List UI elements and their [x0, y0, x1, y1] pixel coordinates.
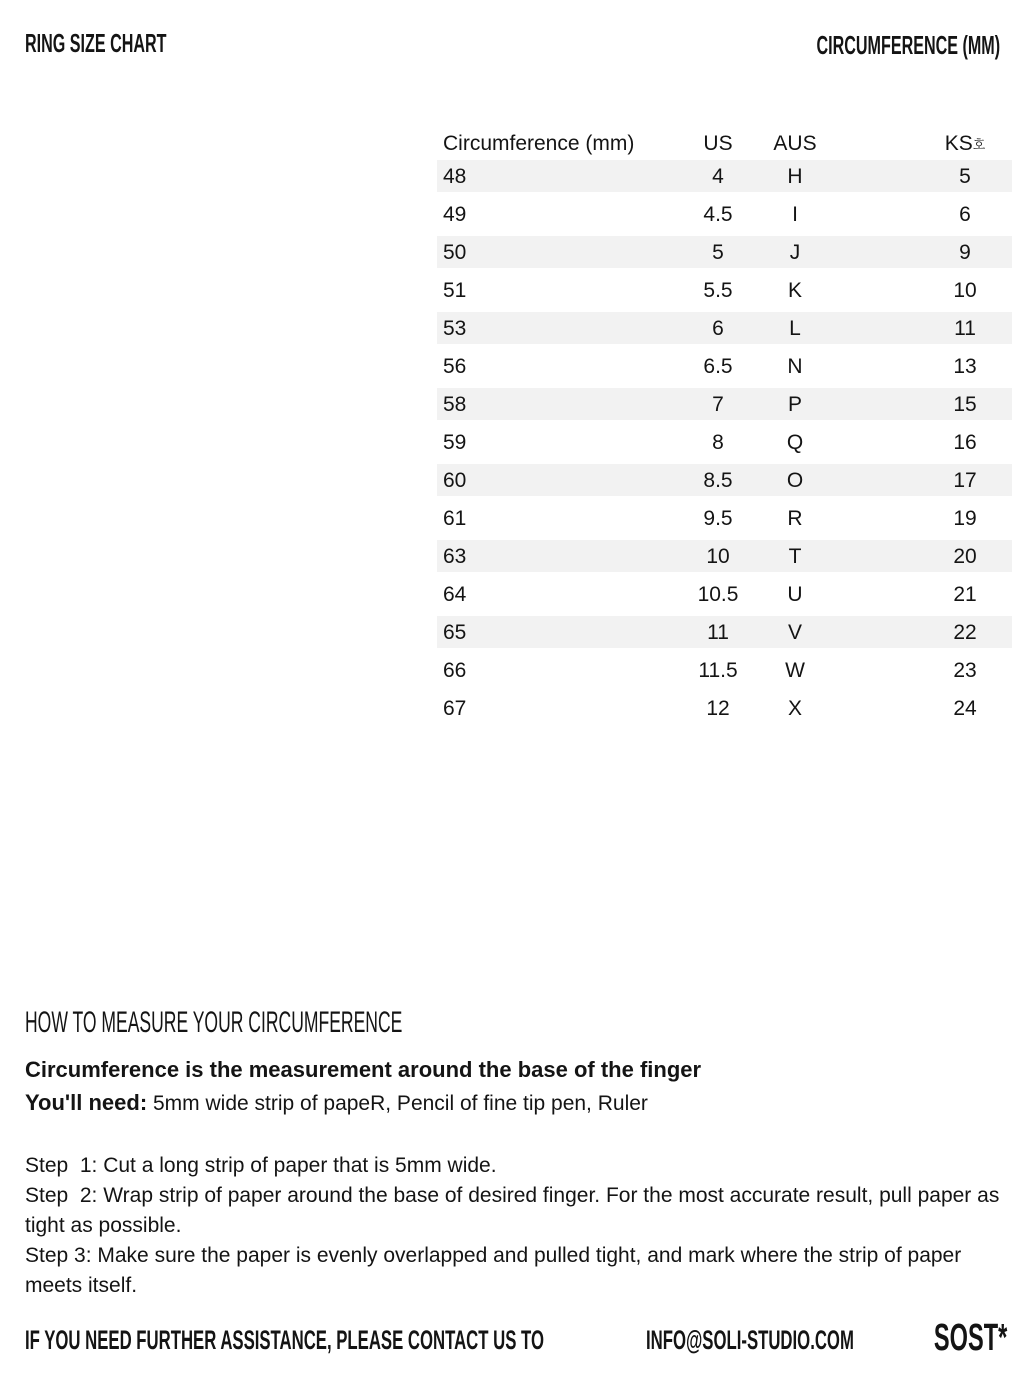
table-cell: K — [787, 278, 802, 302]
table-cell: 16 — [953, 430, 977, 454]
table-cell: 17 — [953, 468, 977, 492]
how-to-measure-section — [25, 1008, 1010, 1301]
table-row — [437, 578, 1012, 610]
table-cell: 10.5 — [697, 582, 739, 606]
table-row — [437, 464, 1012, 496]
table-row — [437, 350, 1012, 382]
table-cell: 51 — [443, 278, 467, 302]
table-cell: 11 — [707, 620, 729, 644]
step-1: Step 1: Cut a long strip of paper that is 5mm wide. — [25, 1154, 497, 1178]
table-cell: 4.5 — [703, 202, 733, 226]
table-cell: 23 — [953, 658, 977, 682]
table-cell: 58 — [443, 392, 467, 416]
table-cell: 53 — [443, 316, 467, 340]
table-cell: O — [786, 468, 804, 492]
table-cell: 6 — [959, 202, 971, 226]
youll-need-label: You'll need: — [25, 1089, 148, 1115]
column-header-ks — [831, 133, 1012, 154]
table-row — [437, 540, 1012, 572]
table-cell: V — [787, 620, 802, 644]
table-cell: 6.5 — [703, 354, 733, 378]
table-row — [437, 236, 1012, 268]
table-cell: 56 — [443, 354, 467, 378]
table-cell: 66 — [443, 658, 467, 682]
table-cell: 7 — [712, 392, 724, 416]
table-row — [437, 198, 1012, 230]
column-header-ks-label: KS — [944, 132, 973, 155]
table-cell: 12 — [706, 696, 730, 720]
table-row — [437, 692, 1012, 724]
table-cell: Q — [786, 430, 804, 454]
table-cell: 22 — [953, 620, 977, 644]
step-2: Step 2: Wrap strip of paper around the base of desired finger. For the most accurate result, pull paper as tight as possible. — [25, 1184, 1006, 1238]
table-cell: 20 — [953, 544, 977, 568]
assistance-text: IF YOU NEED FURTHER ASSISTANCE, PLEASE CONTACT US TO — [25, 1325, 544, 1355]
column-header-circumference: Circumference (mm) — [443, 132, 635, 155]
table-cell: 11.5 — [698, 658, 738, 682]
table-cell: P — [787, 392, 802, 416]
table-cell: 8.5 — [703, 468, 733, 492]
table-cell: 59 — [443, 430, 467, 454]
contact-email: INFO@SOLI-STUDIO.COM — [646, 1325, 854, 1355]
column-header-us: US — [703, 132, 733, 155]
table-cell: 9.5 — [703, 506, 733, 530]
table-cell: 9 — [959, 240, 971, 264]
table-row — [437, 502, 1012, 534]
page-subtitle-circumference: CIRCUMFERENCE (MM) — [816, 30, 1000, 60]
table-cell: 63 — [443, 544, 467, 568]
table-cell: W — [785, 658, 805, 682]
table-row — [437, 274, 1012, 306]
how-to-heading: HOW TO MEASURE YOUR CIRCUMFERENCE — [25, 1006, 403, 1039]
table-cell: 67 — [443, 696, 467, 720]
table-cell: 5 — [959, 164, 971, 188]
table-row — [437, 426, 1012, 458]
table-row — [437, 160, 1012, 192]
table-cell: 65 — [443, 620, 467, 644]
youll-need-items: 5mm wide strip of papeR, Pencil of fine tip pen, Ruler — [147, 1091, 648, 1115]
table-row — [437, 616, 1012, 648]
column-header-aus: AUS — [773, 132, 817, 155]
page-title: RING SIZE CHART — [25, 28, 167, 58]
brand-logo: SOST* — [933, 1317, 1007, 1359]
table-cell: X — [787, 696, 802, 720]
step-3: Step 3: Make sure the paper is evenly overlapped and pulled tight, and mark where the strip of paper meets itself. — [25, 1244, 968, 1298]
table-cell: 5.5 — [703, 278, 733, 302]
table-row — [437, 388, 1012, 420]
table-cell: 6 — [712, 316, 724, 340]
table-cell: J — [789, 240, 801, 264]
youll-need-line — [25, 1086, 1010, 1120]
table-cell: 8 — [712, 430, 724, 454]
table-cell: 19 — [953, 506, 977, 530]
table-header-row — [437, 127, 1012, 160]
table-cell: 21 — [953, 582, 977, 606]
table-cell: 15 — [953, 392, 977, 416]
table-cell: N — [787, 354, 803, 378]
table-cell: H — [787, 164, 803, 188]
table-cell: 11 — [954, 316, 976, 340]
table-cell: I — [792, 202, 798, 226]
column-header-ks-unit: 호 — [972, 137, 986, 152]
table-cell: T — [788, 544, 802, 568]
table-cell: 5 — [712, 240, 724, 264]
table-cell: 10 — [953, 278, 977, 302]
size-table-body — [437, 160, 1012, 724]
table-cell: 24 — [953, 696, 977, 720]
table-cell: 64 — [443, 582, 467, 606]
circumference-definition: Circumference is the measurement around the base of the finger — [25, 1057, 702, 1082]
table-cell: R — [787, 506, 803, 530]
table-cell: 50 — [443, 240, 467, 264]
table-row — [437, 312, 1012, 344]
table-cell: 60 — [443, 468, 467, 492]
table-row — [437, 654, 1012, 686]
table-cell: 4 — [712, 164, 724, 188]
table-cell: U — [787, 582, 803, 606]
ring-size-table — [437, 127, 1012, 730]
table-cell: 10 — [706, 544, 730, 568]
table-cell: L — [789, 316, 801, 340]
table-cell: 49 — [443, 202, 467, 226]
table-cell: 13 — [953, 354, 977, 378]
table-cell: 61 — [443, 506, 467, 530]
table-cell: 48 — [443, 164, 467, 188]
